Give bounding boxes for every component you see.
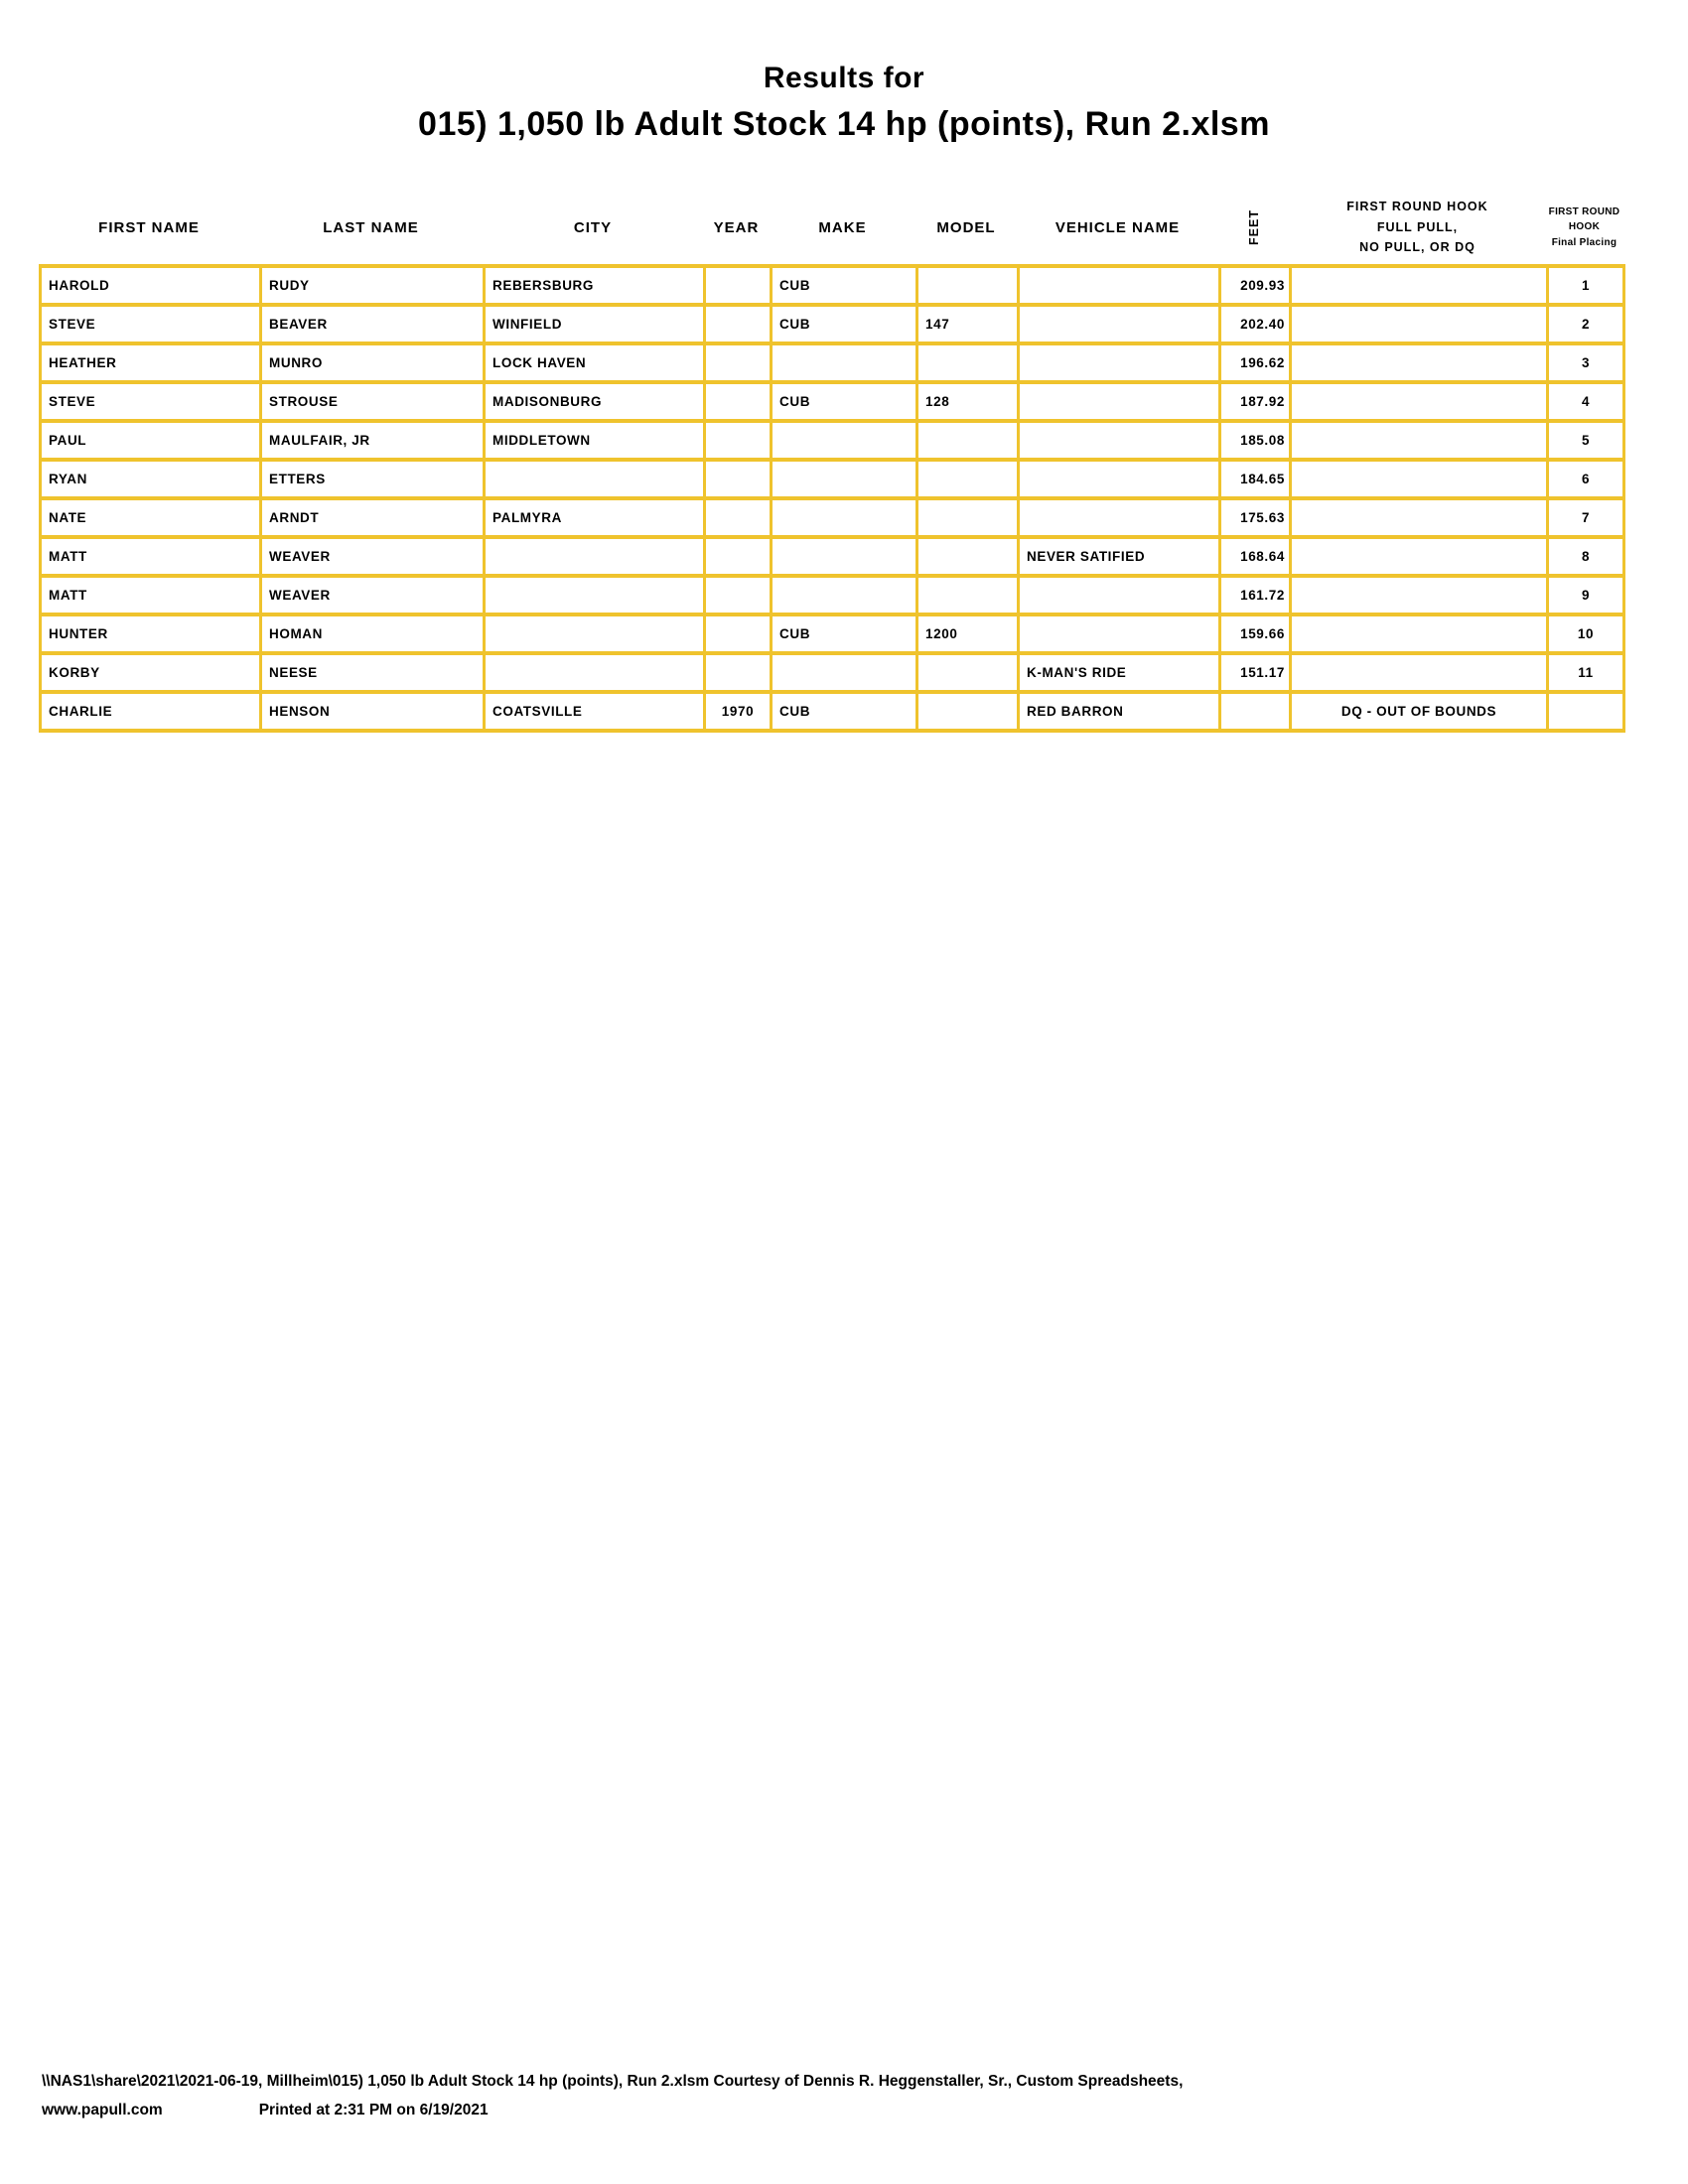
- cell-last-name: RUDY: [261, 266, 485, 305]
- cell-last-name: WEAVER: [261, 537, 485, 576]
- table-row: [41, 305, 1624, 343]
- table-row: [41, 614, 1624, 653]
- page-title: [0, 62, 1688, 144]
- cell-placing: 10: [1548, 614, 1624, 653]
- cell-make: CUB: [772, 266, 917, 305]
- cell-placing: [1548, 692, 1624, 731]
- header-hook-line3: NO PULL, OR DQ: [1359, 240, 1476, 255]
- cell-city: [485, 576, 705, 614]
- header-final-placing: [1546, 191, 1622, 264]
- cell-first-name: HUNTER: [41, 614, 261, 653]
- cell-vehicle-name: RED BARRON: [1019, 692, 1220, 731]
- cell-first-name: NATE: [41, 498, 261, 537]
- cell-hook-result: [1291, 653, 1548, 692]
- cell-placing: 9: [1548, 576, 1624, 614]
- header-feet: [1218, 191, 1289, 264]
- cell-hook-result: [1291, 382, 1548, 421]
- cell-vehicle-name: [1019, 576, 1220, 614]
- cell-placing: 5: [1548, 421, 1624, 460]
- footer-website: www.papull.com: [42, 2102, 163, 2118]
- cell-city: COATSVILLE: [485, 692, 705, 731]
- cell-last-name: NEESE: [261, 653, 485, 692]
- header-placing-line2: HOOK: [1568, 221, 1601, 233]
- cell-year: [705, 614, 772, 653]
- cell-make: CUB: [772, 305, 917, 343]
- cell-hook-result: [1291, 614, 1548, 653]
- cell-make: [772, 576, 917, 614]
- cell-last-name: HENSON: [261, 692, 485, 731]
- cell-hook-result: DQ - OUT OF BOUNDS: [1291, 692, 1548, 731]
- header-first-round-hook-result: [1289, 191, 1546, 264]
- cell-vehicle-name: [1019, 343, 1220, 382]
- cell-vehicle-name: [1019, 498, 1220, 537]
- cell-feet: 161.72: [1220, 576, 1291, 614]
- cell-last-name: MAULFAIR, JR: [261, 421, 485, 460]
- cell-placing: 4: [1548, 382, 1624, 421]
- cell-make: CUB: [772, 614, 917, 653]
- results-table: [39, 264, 1625, 733]
- cell-hook-result: [1291, 305, 1548, 343]
- cell-year: [705, 305, 772, 343]
- cell-year: 1970: [705, 692, 772, 731]
- cell-last-name: ARNDT: [261, 498, 485, 537]
- cell-vehicle-name: [1019, 382, 1220, 421]
- cell-vehicle-name: K-MAN'S RIDE: [1019, 653, 1220, 692]
- cell-placing: 11: [1548, 653, 1624, 692]
- table-row: [41, 692, 1624, 731]
- cell-last-name: WEAVER: [261, 576, 485, 614]
- cell-vehicle-name: [1019, 421, 1220, 460]
- cell-vehicle-name: [1019, 305, 1220, 343]
- cell-city: PALMYRA: [485, 498, 705, 537]
- cell-model: [917, 653, 1019, 692]
- cell-placing: 8: [1548, 537, 1624, 576]
- cell-make: [772, 343, 917, 382]
- cell-feet: [1220, 692, 1291, 731]
- cell-feet: 184.65: [1220, 460, 1291, 498]
- header-placing-line3: Final Placing: [1551, 236, 1618, 248]
- table-row: [41, 382, 1624, 421]
- header-first-name: FIRST NAME: [98, 218, 200, 236]
- cell-feet: 187.92: [1220, 382, 1291, 421]
- cell-year: [705, 382, 772, 421]
- cell-hook-result: [1291, 266, 1548, 305]
- cell-year: [705, 537, 772, 576]
- header-city: CITY: [573, 218, 613, 236]
- cell-city: WINFIELD: [485, 305, 705, 343]
- title-class-name: 015) 1,050 lb Adult Stock 14 hp (points), Run 2.xlsm: [418, 105, 1270, 143]
- cell-make: [772, 537, 917, 576]
- cell-model: [917, 460, 1019, 498]
- cell-first-name: HEATHER: [41, 343, 261, 382]
- feet-vertical-label: FEET: [1246, 209, 1261, 245]
- cell-feet: 151.17: [1220, 653, 1291, 692]
- cell-model: [917, 421, 1019, 460]
- cell-city: [485, 537, 705, 576]
- cell-first-name: STEVE: [41, 305, 261, 343]
- cell-make: CUB: [772, 692, 917, 731]
- footer-file-path: \\NAS1\share\2021\2021-06-19, Millheim\015) 1,050 lb Adult Stock 14 hp (points), Run 2.xlsm Courtesy of Dennis R. Heggenstaller, Sr., Custom Spreadsheets,: [42, 2073, 1184, 2090]
- table-header-row: [39, 191, 1622, 264]
- cell-feet: 168.64: [1220, 537, 1291, 576]
- cell-placing: 7: [1548, 498, 1624, 537]
- cell-city: [485, 653, 705, 692]
- header-last-name: LAST NAME: [323, 218, 419, 236]
- table-row: [41, 460, 1624, 498]
- cell-city: MADISONBURG: [485, 382, 705, 421]
- table-row: [41, 576, 1624, 614]
- table-row: [41, 421, 1624, 460]
- cell-last-name: ETTERS: [261, 460, 485, 498]
- cell-first-name: MATT: [41, 576, 261, 614]
- footer-printed-timestamp: Printed at 2:31 PM on 6/19/2021: [258, 2102, 489, 2118]
- cell-year: [705, 498, 772, 537]
- cell-hook-result: [1291, 460, 1548, 498]
- cell-vehicle-name: [1019, 266, 1220, 305]
- cell-last-name: MUNRO: [261, 343, 485, 382]
- table-row: [41, 498, 1624, 537]
- cell-feet: 159.66: [1220, 614, 1291, 653]
- cell-city: [485, 460, 705, 498]
- cell-model: [917, 498, 1019, 537]
- cell-hook-result: [1291, 537, 1548, 576]
- table-row: [41, 343, 1624, 382]
- cell-hook-result: [1291, 421, 1548, 460]
- cell-feet: 202.40: [1220, 305, 1291, 343]
- cell-model: [917, 692, 1019, 731]
- cell-make: [772, 498, 917, 537]
- cell-first-name: MATT: [41, 537, 261, 576]
- cell-feet: 196.62: [1220, 343, 1291, 382]
- header-vehicle-name: VEHICLE NAME: [1055, 218, 1181, 236]
- cell-first-name: CHARLIE: [41, 692, 261, 731]
- table-row: [41, 266, 1624, 305]
- cell-feet: 209.93: [1220, 266, 1291, 305]
- cell-feet: 175.63: [1220, 498, 1291, 537]
- cell-first-name: KORBY: [41, 653, 261, 692]
- cell-model: [917, 576, 1019, 614]
- cell-model: [917, 343, 1019, 382]
- header-placing-line1: FIRST ROUND: [1548, 205, 1620, 217]
- header-make: MAKE: [818, 218, 867, 236]
- header-hook-line2: FULL PULL,: [1376, 219, 1459, 234]
- table-row: [41, 653, 1624, 692]
- header-model: MODEL: [936, 218, 996, 236]
- cell-model: [917, 266, 1019, 305]
- title-results-for: Results for: [763, 62, 925, 94]
- cell-city: REBERSBURG: [485, 266, 705, 305]
- cell-first-name: HAROLD: [41, 266, 261, 305]
- cell-city: MIDDLETOWN: [485, 421, 705, 460]
- cell-placing: 3: [1548, 343, 1624, 382]
- cell-year: [705, 653, 772, 692]
- cell-model: 128: [917, 382, 1019, 421]
- cell-placing: 2: [1548, 305, 1624, 343]
- cell-city: [485, 614, 705, 653]
- cell-hook-result: [1291, 576, 1548, 614]
- cell-make: [772, 421, 917, 460]
- cell-model: 1200: [917, 614, 1019, 653]
- cell-year: [705, 421, 772, 460]
- cell-hook-result: [1291, 498, 1548, 537]
- cell-first-name: RYAN: [41, 460, 261, 498]
- page-footer: [42, 2073, 1183, 2119]
- cell-year: [705, 343, 772, 382]
- cell-placing: 6: [1548, 460, 1624, 498]
- cell-year: [705, 576, 772, 614]
- cell-vehicle-name: [1019, 460, 1220, 498]
- cell-last-name: HOMAN: [261, 614, 485, 653]
- cell-placing: 1: [1548, 266, 1624, 305]
- table-row: [41, 537, 1624, 576]
- cell-model: 147: [917, 305, 1019, 343]
- cell-first-name: PAUL: [41, 421, 261, 460]
- cell-last-name: STROUSE: [261, 382, 485, 421]
- cell-vehicle-name: [1019, 614, 1220, 653]
- cell-make: CUB: [772, 382, 917, 421]
- header-hook-line1: FIRST ROUND HOOK: [1346, 200, 1488, 214]
- cell-hook-result: [1291, 343, 1548, 382]
- cell-model: [917, 537, 1019, 576]
- footer-line2: [42, 2102, 1183, 2119]
- cell-year: [705, 460, 772, 498]
- cell-last-name: BEAVER: [261, 305, 485, 343]
- cell-first-name: STEVE: [41, 382, 261, 421]
- cell-year: [705, 266, 772, 305]
- cell-city: LOCK HAVEN: [485, 343, 705, 382]
- cell-feet: 185.08: [1220, 421, 1291, 460]
- header-year: YEAR: [713, 218, 760, 236]
- cell-make: [772, 653, 917, 692]
- cell-vehicle-name: NEVER SATIFIED: [1019, 537, 1220, 576]
- cell-make: [772, 460, 917, 498]
